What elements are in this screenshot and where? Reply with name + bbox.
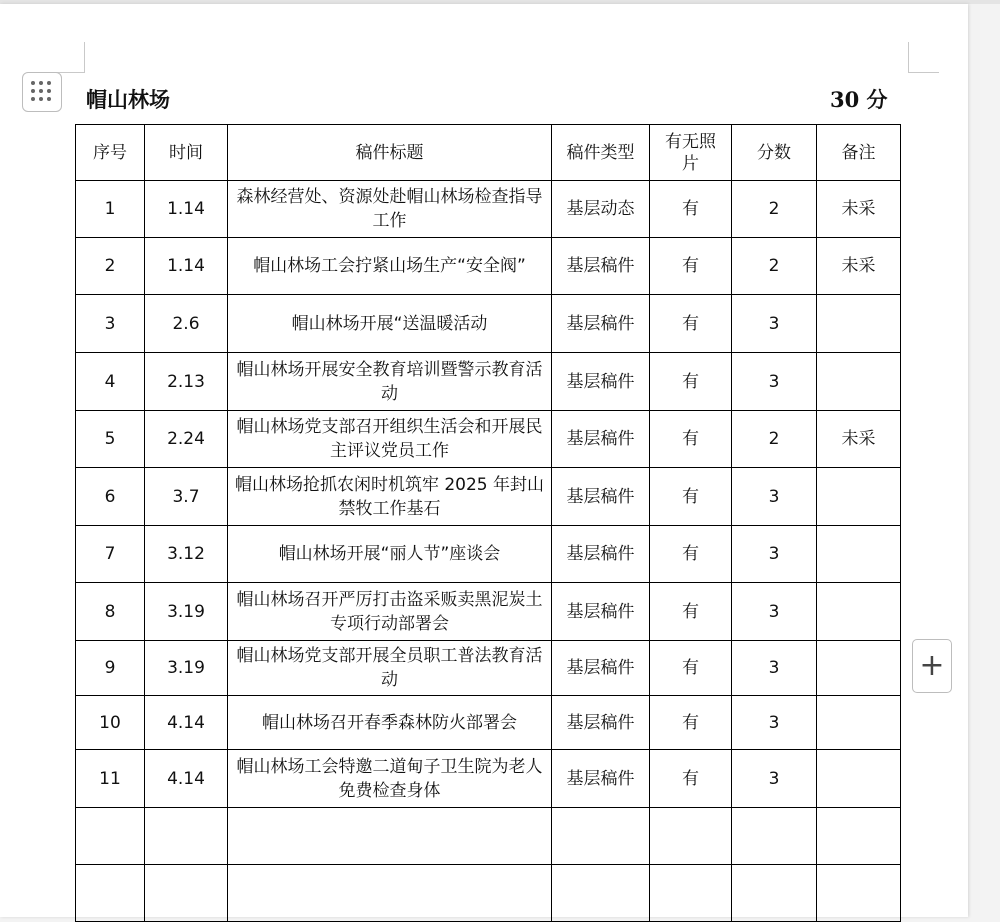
cell-type[interactable]: 基层稿件 — [552, 468, 650, 526]
cell-headline[interactable]: 帽山林场党支部召开组织生活会和开展民主评议党员工作 — [228, 411, 552, 468]
cell-photo[interactable]: 有 — [650, 238, 732, 295]
cell-note[interactable]: 未采 — [817, 238, 901, 295]
cell-note[interactable] — [817, 468, 901, 526]
cell-seq[interactable]: 10 — [76, 696, 145, 750]
cell-photo[interactable]: 有 — [650, 295, 732, 353]
table-row — [76, 583, 901, 641]
cell-headline[interactable]: 帽山林场召开严厉打击盗采贩卖黑泥炭土专项行动部署会 — [228, 583, 552, 641]
empty-cell[interactable] — [732, 865, 817, 922]
cell-seq[interactable]: 3 — [76, 295, 145, 353]
cell-time[interactable]: 3.7 — [145, 468, 228, 526]
cell-score[interactable]: 3 — [732, 750, 817, 808]
cell-score[interactable]: 3 — [732, 641, 817, 696]
cell-score[interactable]: 2 — [732, 181, 817, 238]
header-note[interactable]: 备注 — [817, 125, 901, 181]
cell-time[interactable]: 4.14 — [145, 696, 228, 750]
empty-cell[interactable] — [145, 865, 228, 922]
cell-score[interactable]: 3 — [732, 526, 817, 583]
table-drag-handle[interactable] — [22, 72, 62, 112]
cell-note[interactable] — [817, 641, 901, 696]
table-row — [76, 526, 901, 583]
cell-type[interactable]: 基层稿件 — [552, 411, 650, 468]
empty-cell[interactable] — [552, 865, 650, 922]
cell-note[interactable] — [817, 696, 901, 750]
cell-score[interactable]: 3 — [732, 468, 817, 526]
cell-seq[interactable]: 1 — [76, 181, 145, 238]
header-seq[interactable]: 序号 — [76, 125, 145, 181]
cell-score[interactable]: 3 — [732, 583, 817, 641]
cell-type[interactable]: 基层稿件 — [552, 238, 650, 295]
cell-photo[interactable]: 有 — [650, 641, 732, 696]
cell-seq[interactable]: 7 — [76, 526, 145, 583]
cell-note[interactable]: 未采 — [817, 411, 901, 468]
header-score[interactable]: 分数 — [732, 125, 817, 181]
cell-headline[interactable]: 帽山林场抢抓农闲时机筑牢 2025 年封山禁牧工作基石 — [228, 468, 552, 526]
empty-table-row — [76, 865, 901, 922]
empty-cell[interactable] — [552, 808, 650, 865]
cell-type[interactable]: 基层稿件 — [552, 353, 650, 411]
cell-headline[interactable]: 帽山林场开展“丽人节”座谈会 — [228, 526, 552, 583]
total-score: 30 分 — [830, 87, 888, 112]
table-row — [76, 696, 901, 750]
cell-photo[interactable]: 有 — [650, 181, 732, 238]
empty-cell[interactable] — [228, 808, 552, 865]
cell-headline[interactable]: 帽山林场开展“送温暖活动 — [228, 295, 552, 353]
cell-time[interactable]: 3.19 — [145, 641, 228, 696]
empty-cell[interactable] — [650, 808, 732, 865]
cell-type[interactable]: 基层动态 — [552, 181, 650, 238]
cell-type[interactable]: 基层稿件 — [552, 295, 650, 353]
cell-seq[interactable]: 5 — [76, 411, 145, 468]
cell-type[interactable]: 基层稿件 — [552, 526, 650, 583]
cell-type[interactable]: 基层稿件 — [552, 583, 650, 641]
cell-seq[interactable]: 2 — [76, 238, 145, 295]
cell-time[interactable]: 4.14 — [145, 750, 228, 808]
empty-cell[interactable] — [817, 808, 901, 865]
cell-note[interactable] — [817, 353, 901, 411]
table-row — [76, 181, 901, 238]
document-title: 帽山林场 — [86, 87, 170, 112]
cell-score[interactable]: 3 — [732, 696, 817, 750]
cell-headline[interactable]: 帽山林场工会特邀二道甸子卫生院为老人免费检查身体 — [228, 750, 552, 808]
header-photo[interactable]: 有无照片 — [650, 125, 732, 181]
cell-headline[interactable]: 帽山林场党支部开展全员职工普法教育活动 — [228, 641, 552, 696]
cell-note[interactable] — [817, 295, 901, 353]
cell-time[interactable]: 3.19 — [145, 583, 228, 641]
cell-note[interactable] — [817, 526, 901, 583]
header-type[interactable]: 稿件类型 — [552, 125, 650, 181]
table-row — [76, 411, 901, 468]
cell-note[interactable] — [817, 583, 901, 641]
empty-cell[interactable] — [228, 865, 552, 922]
cell-headline[interactable]: 帽山林场开展安全教育培训暨警示教育活动 — [228, 353, 552, 411]
cell-photo[interactable]: 有 — [650, 353, 732, 411]
cell-headline[interactable]: 森林经营处、资源处赴帽山林场检查指导工作 — [228, 181, 552, 238]
add-table-row-button[interactable] — [912, 639, 952, 693]
cell-photo[interactable]: 有 — [650, 411, 732, 468]
cell-type[interactable]: 基层稿件 — [552, 750, 650, 808]
cell-time[interactable]: 3.12 — [145, 526, 228, 583]
cell-score[interactable]: 3 — [732, 353, 817, 411]
table-row — [76, 238, 901, 295]
cell-time[interactable]: 2.24 — [145, 411, 228, 468]
cell-time[interactable]: 2.6 — [145, 295, 228, 353]
empty-cell[interactable] — [76, 865, 145, 922]
cell-score[interactable]: 3 — [732, 295, 817, 353]
cell-headline[interactable]: 帽山林场召开春季森林防火部署会 — [228, 696, 552, 750]
cell-seq[interactable]: 11 — [76, 750, 145, 808]
page-margin-marker-top-right — [908, 42, 939, 73]
cell-note[interactable]: 未采 — [817, 181, 901, 238]
cell-seq[interactable]: 4 — [76, 353, 145, 411]
cell-headline[interactable]: 帽山林场工会拧紧山场生产“安全阀” — [228, 238, 552, 295]
cell-photo[interactable]: 有 — [650, 526, 732, 583]
empty-cell[interactable] — [732, 808, 817, 865]
table-row — [76, 641, 901, 696]
page-margin-marker-top-left — [54, 42, 85, 73]
cell-seq[interactable]: 8 — [76, 583, 145, 641]
cell-photo[interactable]: 有 — [650, 583, 732, 641]
cell-type[interactable]: 基层稿件 — [552, 641, 650, 696]
empty-cell[interactable] — [650, 865, 732, 922]
table-header-row — [76, 125, 901, 181]
table-row — [76, 295, 901, 353]
plus-icon: + — [919, 648, 945, 683]
cell-time[interactable]: 1.14 — [145, 238, 228, 295]
cell-note[interactable] — [817, 750, 901, 808]
submission-table — [75, 124, 901, 922]
header-headline[interactable]: 稿件标题 — [228, 125, 552, 181]
cell-seq[interactable]: 9 — [76, 641, 145, 696]
table-row — [76, 750, 901, 808]
empty-cell[interactable] — [817, 865, 901, 922]
cell-time[interactable]: 1.14 — [145, 181, 228, 238]
cell-photo[interactable]: 有 — [650, 696, 732, 750]
cell-score[interactable]: 2 — [732, 411, 817, 468]
cell-seq[interactable]: 6 — [76, 468, 145, 526]
table-row — [76, 468, 901, 526]
drag-handle-icon — [31, 81, 53, 103]
empty-table-row — [76, 808, 901, 865]
cell-photo[interactable]: 有 — [650, 750, 732, 808]
cell-time[interactable]: 2.13 — [145, 353, 228, 411]
empty-cell[interactable] — [145, 808, 228, 865]
header-time[interactable]: 时间 — [145, 125, 228, 181]
table-row — [76, 353, 901, 411]
empty-cell[interactable] — [76, 808, 145, 865]
cell-photo[interactable]: 有 — [650, 468, 732, 526]
cell-score[interactable]: 2 — [732, 238, 817, 295]
cell-type[interactable]: 基层稿件 — [552, 696, 650, 750]
